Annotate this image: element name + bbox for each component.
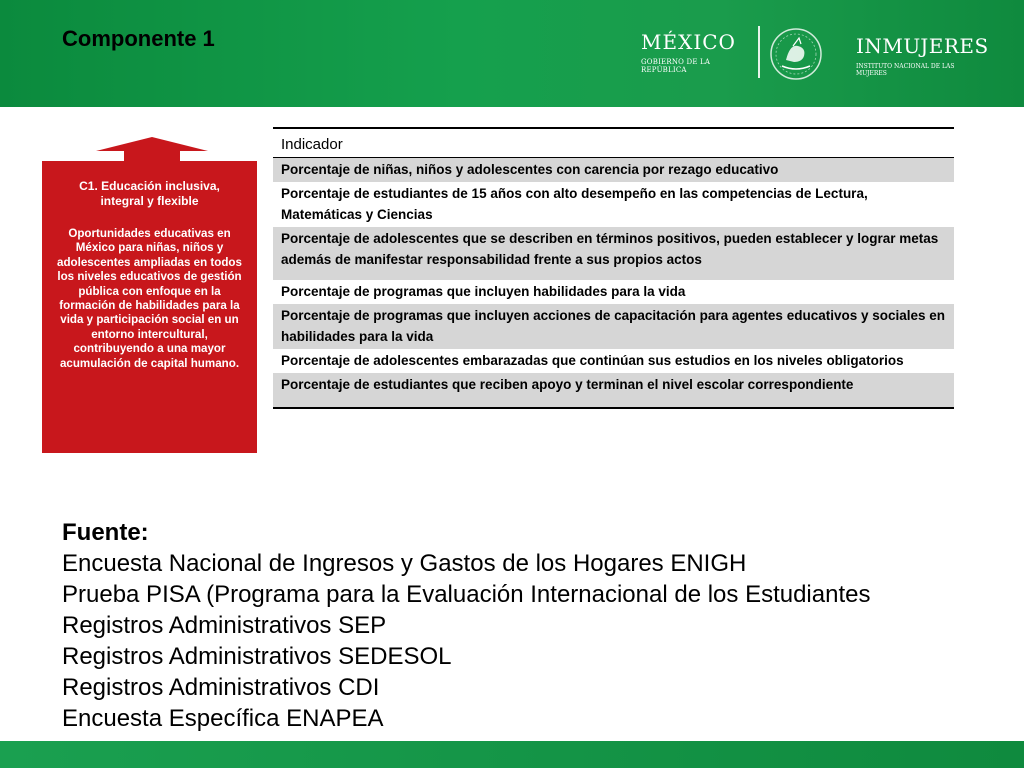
table-cell: Porcentaje de adolescentes embarazadas que continúan sus estudios en los niveles obligatorios [281,352,904,368]
footer-bar [0,741,1024,768]
table-header-indicador: Indicador [273,128,954,157]
table-cell: Porcentaje de niñas, niños y adolescentes con carencia por rezago educativo [273,157,954,182]
card-title-line2: integral y flexible [100,194,199,208]
source-item: Registros Administrativos CDI [62,674,380,701]
table-row [273,227,954,280]
slide-title: Componente 1 [62,26,215,51]
table-cell: Porcentaje de estudiantes que reciben apoyo y terminan el nivel escolar correspondiente [273,373,954,408]
source-item: Prueba PISA (Programa para la Evaluación Internacional de los Estudiantes [62,581,871,608]
source-item: Encuesta Nacional de Ingresos y Gastos de los Hogares ENIGH [62,550,747,577]
source-item: Encuesta Específica ENAPEA [62,705,384,732]
arrow-up-icon [96,137,208,163]
inmujeres-logo-text: INMUJERES [856,34,989,58]
table-cell: Porcentaje de estudiantes de 15 años con alto desempeño en las competencias de Lectura, Matemáticas y Ciencias [281,185,868,222]
source-item: Registros Administrativos SEP [62,612,387,639]
coat-of-arms-icon [766,26,826,82]
table-cell: Porcentaje de programas que incluyen acciones de capacitación para agentes educativos y sociales en habilidades para la vida [273,304,954,349]
table-row [273,349,954,373]
table-row [273,304,954,349]
header-bar [0,0,1024,107]
source-item: Registros Administrativos SEDESOL [62,643,452,670]
table-cell: Porcentaje de programas que incluyen habilidades para la vida [281,283,686,299]
table-header-row [273,128,954,157]
card-body: Oportunidades educativas en México para niñas, niños y adolescentes ampliadas en todos los niveles educativos de gestión pública con enfoque en la formación de habilidades para la vida y participación social en un entorno intercultural, contribuyendo a una mayor acumulación de capital humano. [57,227,242,370]
inmujeres-logo [856,34,989,77]
sources-block [62,517,962,734]
mexico-logo-text: MÉXICO [641,30,736,54]
mexico-logo-subtitle: GOBIERNO DE LA REPÚBLICA [641,58,711,74]
mexico-logo [641,30,753,74]
table-row [273,373,954,408]
card-title [56,179,243,209]
table-cell: Porcentaje de adolescentes que se describen en términos positivos, pueden establecer y lograr metas además de manifestar responsabilidad frente a sus propios actos [273,227,954,280]
sources-label: Fuente: [62,519,149,546]
table-row [273,280,954,304]
component-card [42,161,257,453]
logo-divider [758,26,760,78]
indicator-table [273,127,954,409]
card-title-line1: C1. Educación inclusiva, [79,179,220,193]
table-row [273,182,954,227]
table-row [273,157,954,182]
inmujeres-logo-subtitle: INSTITUTO NACIONAL DE LAS MUJERES [856,63,955,77]
